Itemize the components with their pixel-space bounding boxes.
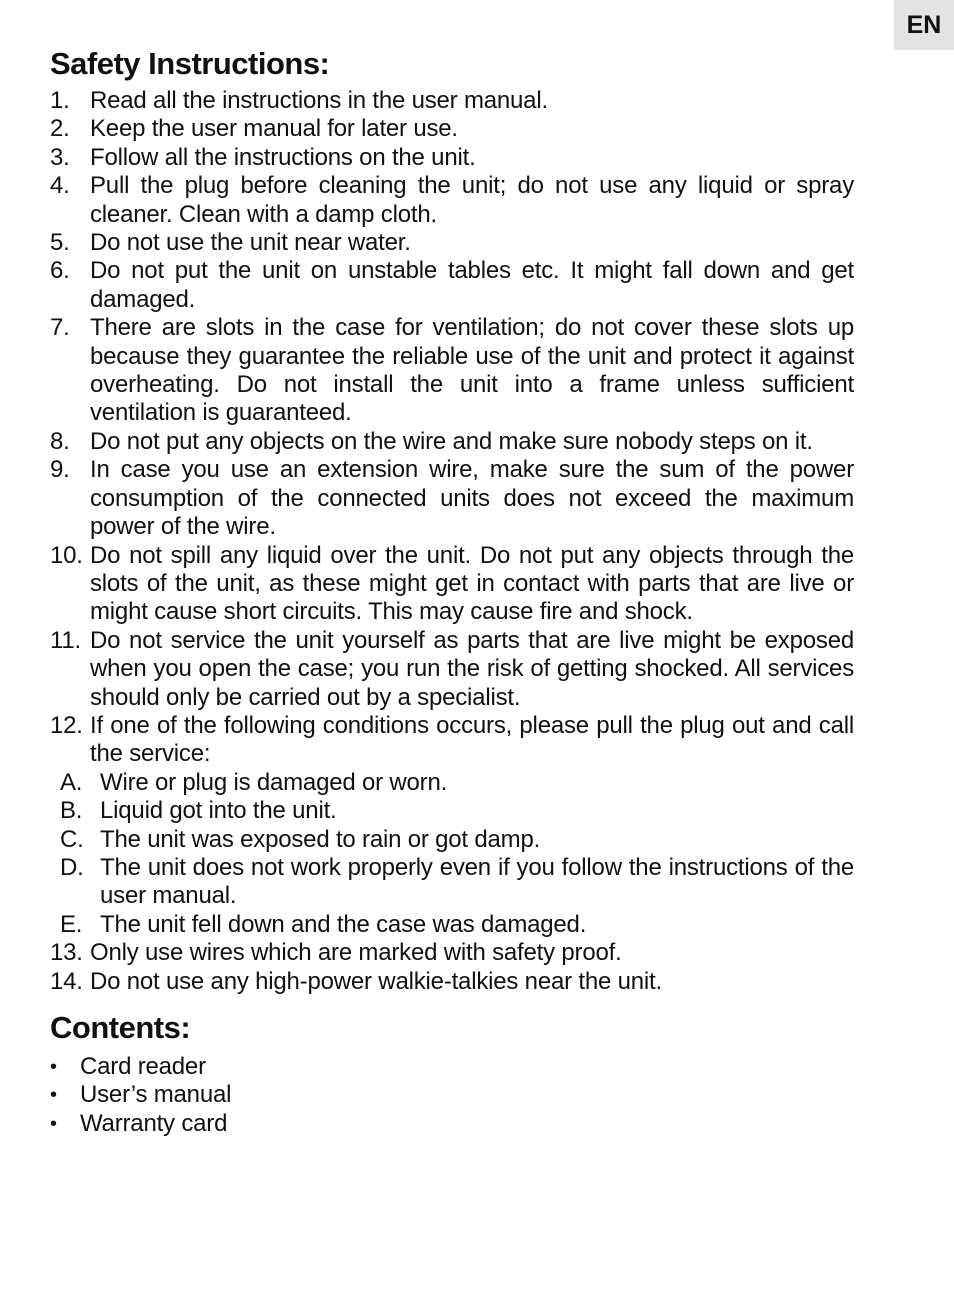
list-item [50, 257, 854, 314]
page-content [50, 44, 854, 1138]
list-item [50, 144, 854, 172]
item-number: 2. [50, 115, 70, 143]
item-text: Do not service the unit yourself as parts that are live might be exposed when you open the case; you run the risk of getting shocked. All services should only be carried out by a specialist. [90, 626, 854, 711]
sub-item-text: The unit does not work properly even if you follow the instructions of the user manual. [100, 853, 854, 910]
list-item [50, 456, 854, 541]
item-text: There are slots in the case for ventilation; do not cover these slots up because they guarantee the reliable use of the unit and protect it against overheating. Do not install the unit into a frame unless sufficient ventilation is guaranteed. [90, 314, 854, 427]
item-text: Card reader [80, 1053, 206, 1080]
item-text: Do not use any high-power walkie-talkies near the unit. [90, 967, 662, 995]
item-text: Follow all the instructions on the unit. [90, 143, 476, 171]
sublist-item [50, 769, 854, 797]
list-item [50, 712, 854, 939]
item-number: 9. [50, 456, 70, 484]
item-text: If one of the following conditions occurs, please pull the plug out and call the service: [90, 711, 854, 768]
item-text: Read all the instructions in the user manual. [90, 87, 548, 114]
item-number: 14. [50, 967, 83, 995]
item-number: 3. [50, 143, 70, 171]
sub-item-letter: D. [60, 853, 84, 881]
item-text: Keep the user manual for later use. [90, 115, 458, 143]
bullet: • [50, 1084, 57, 1107]
list-item [50, 229, 854, 257]
sublist-item [50, 826, 854, 854]
item-text: Only use wires which are marked with safety proof. [90, 939, 622, 967]
item-number: 7. [50, 314, 70, 342]
list-item [50, 939, 854, 967]
item-text: User’s manual [80, 1081, 232, 1109]
list-item [50, 627, 854, 712]
list-item [50, 115, 854, 143]
sublist-item [50, 797, 854, 825]
sub-item-text: The unit fell down and the case was damaged. [100, 910, 587, 938]
item-text: Do not put any objects on the wire and make sure nobody steps on it. [90, 427, 813, 455]
item-number: 6. [50, 257, 70, 285]
item-number: 10. [50, 541, 83, 569]
item-number: 13. [50, 939, 83, 967]
sub-item-letter: E. [60, 910, 83, 938]
safety-instructions-title: Safety Instructions: [50, 46, 330, 81]
item-text: Do not put the unit on unstable tables etc. It might fall down and get damaged. [90, 257, 854, 313]
list-item [50, 172, 854, 229]
item-text: Pull the plug before cleaning the unit; do not use any liquid or spray cleaner. Clean with a damp cloth. [90, 172, 854, 228]
item-number: 8. [50, 427, 70, 455]
list-item [50, 1110, 854, 1138]
list-item [50, 542, 854, 627]
sublist-item [50, 911, 854, 939]
sub-item-letter: B. [60, 797, 83, 825]
item-text: Warranty card [80, 1109, 228, 1137]
item-text: Do not spill any liquid over the unit. Do not put any objects through the slots of the unit, as these might get in contact with parts that are live or might cause short circuits. This may cause fire and shock. [90, 541, 854, 626]
item-number: 5. [50, 229, 70, 257]
item-text: Do not use the unit near water. [90, 229, 411, 257]
contents-title: Contents: [50, 1010, 191, 1045]
sublist-item [50, 854, 854, 911]
item-number: 1. [50, 87, 70, 114]
list-item [50, 1081, 854, 1109]
list-item [50, 428, 854, 456]
item-number: 11. [50, 626, 81, 654]
list-item [50, 1053, 854, 1081]
item-number: 12. [50, 711, 83, 739]
sub-item-letter: A. [60, 768, 83, 796]
sub-item-text: The unit was exposed to rain or got damp. [100, 825, 541, 853]
list-item [50, 314, 854, 428]
conditions-sublist [50, 769, 854, 939]
sub-item-letter: C. [60, 825, 84, 853]
language-tab: EN [894, 0, 954, 50]
contents-list [50, 1053, 854, 1138]
item-text: In case you use an extension wire, make sure the sum of the power consumption of the connected units does not exceed the maximum power of the wire. [90, 456, 854, 541]
sub-item-text: Liquid got into the unit. [100, 797, 337, 825]
list-item [50, 87, 854, 115]
safety-instructions-list [50, 87, 854, 996]
item-number: 4. [50, 172, 70, 200]
sub-item-text: Wire or plug is damaged or worn. [100, 768, 448, 796]
bullet: • [50, 1056, 57, 1078]
list-item [50, 968, 854, 996]
bullet: • [50, 1112, 57, 1135]
